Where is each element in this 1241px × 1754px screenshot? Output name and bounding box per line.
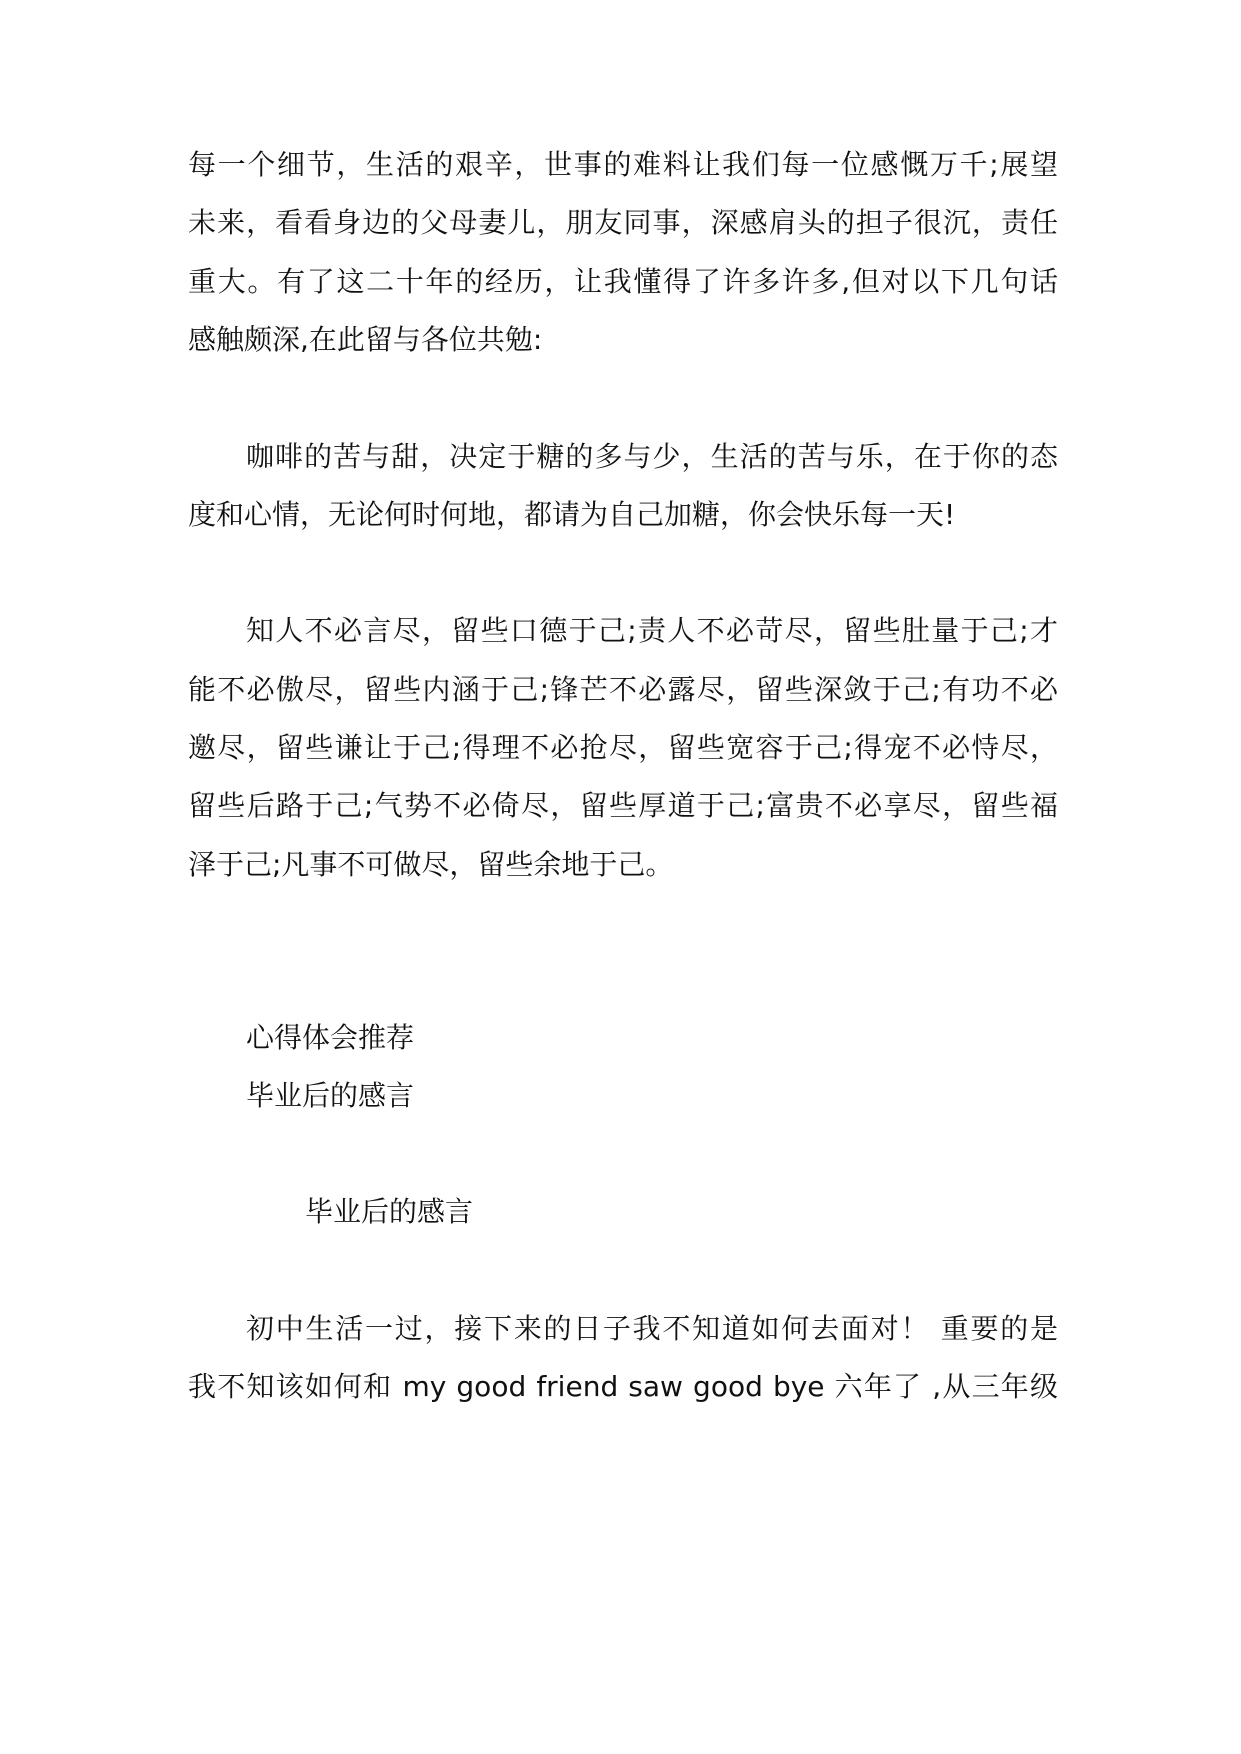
paragraph-1-line-1: 每一个细节，生活的艰辛，世事的难料让我们每一位感慨万千;展望 <box>188 148 1058 181</box>
paragraph-2-line-1: 咖啡的苦与甜，决定于糖的多与少，生活的苦与乐，在于你的态 <box>246 440 1058 473</box>
paragraph-1-line-2: 未来，看看身边的父母妻儿，朋友同事，深感肩头的担子很沉，责任 <box>188 206 1058 239</box>
recommend-link[interactable]: 毕业后的感言 <box>246 1079 415 1112</box>
paragraph-3-line-2: 能不必傲尽，留些内涵于己;锋芒不必露尽，留些深敛于己;有功不必 <box>188 673 1058 706</box>
paragraph-1-line-4: 感触颇深,在此留与各位共勉: <box>188 323 543 356</box>
paragraph-3-line-3: 邀尽，留些谦让于己;得理不必抢尽，留些宽容于己;得宠不必恃尽， <box>188 731 1058 764</box>
article-line-1: 初中生活一过，接下来的日子我不知道如何去面对！ 重要的是 <box>246 1312 1058 1345</box>
article-title: 毕业后的感言 <box>305 1195 474 1228</box>
paragraph-3-line-4: 留些后路于己;气势不必倚尽，留些厚道于己;富贵不必享尽，留些福 <box>188 789 1058 822</box>
article-line-2: 我不知该如何和 my good friend saw good bye 六年了 ,从三年级 <box>188 1370 1058 1403</box>
paragraph-3-line-5: 泽于己;凡事不可做尽，留些余地于己。 <box>188 848 674 881</box>
recommend-heading: 心得体会推荐 <box>246 1021 415 1054</box>
paragraph-2-line-2: 度和心情，无论何时何地，都请为自己加糖，你会快乐每一天! <box>188 498 956 531</box>
paragraph-1-line-3: 重大。有了这二十年的经历，让我懂得了许多许多,但对以下几句话 <box>188 265 1058 298</box>
paragraph-3-line-1: 知人不必言尽，留些口德于己;责人不必苛尽，留些肚量于己;才 <box>246 614 1058 647</box>
